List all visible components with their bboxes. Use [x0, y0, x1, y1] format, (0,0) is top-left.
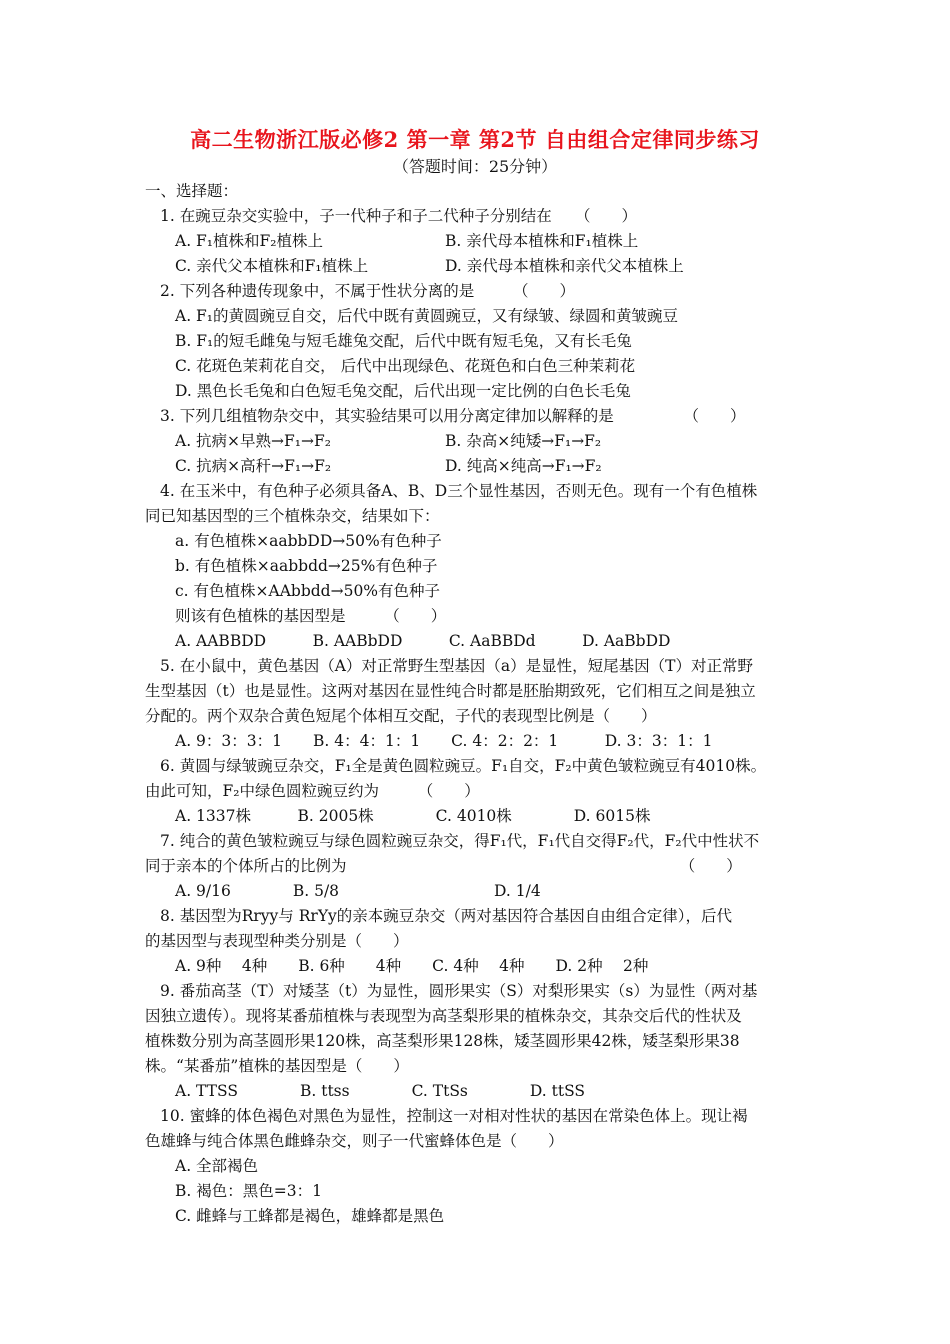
- question-stem: 10. 蜜蜂的体色褐色对黑色为显性，控制这一对相对性状的基因在常染色体上。现让褐: [160, 1107, 748, 1125]
- option-left: A. F₁植株和F₂植株上: [175, 232, 323, 250]
- question-continuation: 因独立遗传）。现将某番茄植株与表现型为高茎梨形果的植株杂交，其杂交后代的性状及: [145, 1007, 742, 1025]
- option-line: c. 有色植株×AAbbdd→50%有色种子: [175, 582, 441, 600]
- option-line: A. 1337株 B. 2005株 C. 4010株 D. 6015株: [175, 807, 651, 825]
- question-continuation: 的基因型与表现型种类分别是（ ）: [145, 932, 409, 950]
- option-line: b. 有色植株×aabbdd→25%有色种子: [175, 557, 438, 575]
- option-left: C. 亲代父本植株和F₁植株上: [175, 257, 369, 275]
- option-line: A. AABBDD B. AABbDD C. AaBBDd D. AaBbDD: [175, 632, 671, 650]
- option-line: A. 9种 4种 B. 6种 4种 C. 4种 4种 D. 2种 2种: [175, 957, 649, 975]
- question-continuation: 同于亲本的个体所占的比例为 （ ）: [145, 857, 742, 875]
- question-stem: 1. 在豌豆杂交实验中，子一代种子和子二代种子分别结在 （ ）: [160, 207, 637, 225]
- question-continuation: 同已知基因型的三个植株杂交，结果如下：: [145, 507, 440, 525]
- option-line: D. 黑色长毛兔和白色短毛兔交配，后代出现一定比例的白色长毛兔: [175, 382, 631, 400]
- question-stem: 8. 基因型为Rryy与 RrYy的亲本豌豆杂交（两对基因符合基因自由组合定律），后代: [160, 907, 733, 925]
- question-continuation: 生型基因（t）也是显性。这两对基因在显性纯合时都是胚胎期致死，它们相互之间是独立: [145, 682, 756, 700]
- page-subtitle: （答题时间：25分钟）: [392, 157, 558, 176]
- option-line: A. 全部褐色: [175, 1157, 259, 1175]
- option-right: D. 纯高×纯高→F₁→F₂: [445, 457, 602, 475]
- option-line: B. F₁的短毛雌兔与短毛雄兔交配，后代中既有短毛兔，又有长毛兔: [175, 332, 632, 350]
- option-line: C. 花斑色茉莉花自交， 后代中出现绿色、花斑色和白色三种茉莉花: [175, 357, 636, 375]
- page-title: 高二生物浙江版必修2 第一章 第2节 自由组合定律同步练习: [190, 127, 760, 152]
- question-continuation: 株。“某番茄”植株的基因型是（ ）: [145, 1057, 409, 1075]
- option-line: A. 9/16 B. 5/8 D. 1/4: [175, 882, 541, 900]
- question-stem: 3. 下列几组植物杂交中，其实验结果可以用分离定律加以解释的是 （ ）: [160, 407, 746, 425]
- question-continuation: 植株数分别为高茎圆形果120株，高茎梨形果128株，矮茎圆形果42株，矮茎梨形果38: [145, 1032, 740, 1050]
- option-line: C. 雌蜂与工蜂都是褐色，雄蜂都是黑色: [175, 1207, 445, 1225]
- question-stem: 2. 下列各种遗传现象中，不属于性状分离的是 （ ）: [160, 282, 575, 300]
- option-line: A. F₁的黄圆豌豆自交，后代中既有黄圆豌豆，又有绿皱、绿圆和黄皱豌豆: [175, 307, 679, 325]
- option-line: A. 9：3：3：1 B. 4：4：1：1 C. 4：2：2：1 D. 3：3：1：1: [175, 732, 713, 750]
- option-right: D. 亲代母本植株和亲代父本植株上: [445, 257, 684, 275]
- question-stem: 5. 在小鼠中，黄色基因（A）对正常野生型基因（a）是显性，短尾基因（T）对正常野: [160, 657, 753, 675]
- section-heading: 一、选择题：: [145, 182, 239, 200]
- option-line: A. TTSS B. ttss C. TtSs D. ttSS: [175, 1082, 586, 1100]
- question-continuation: 色雄蜂与纯合体黑色雌蜂杂交，则子一代蜜蜂体色是（ ）: [145, 1132, 564, 1150]
- question-stem: 6. 黄圆与绿皱豌豆杂交，F₁全是黄色圆粒豌豆。F₁自交，F₂中黄色皱粒豌豆有4010株。: [160, 757, 767, 775]
- question-continuation: 分配的。两个双杂合黄色短尾个体相互交配，子代的表现型比例是（ ）: [145, 707, 657, 725]
- question-stem: 7. 纯合的黄色皱粒豌豆与绿色圆粒豌豆杂交，得F₁代，F₁代自交得F₂代，F₂代中性状不: [160, 832, 760, 850]
- option-line: B. 褐色：黑色=3：1: [175, 1182, 322, 1200]
- option-line: 则该有色植株的基因型是 （ ）: [175, 607, 447, 625]
- question-stem: 4. 在玉米中，有色种子必须具备A、B、D三个显性基因，否则无色。现有一个有色植株: [160, 482, 758, 500]
- option-left: A. 抗病×早熟→F₁→F₂: [175, 432, 331, 450]
- option-left: C. 抗病×高秆→F₁→F₂: [175, 457, 332, 475]
- question-continuation: 由此可知，F₂中绿色圆粒豌豆约为 （ ）: [145, 782, 480, 800]
- question-stem: 9. 番茄高茎（T）对矮茎（t）为显性，圆形果实（S）对梨形果实（s）为显性（两对基: [160, 982, 758, 1000]
- option-right: B. 亲代母本植株和F₁植株上: [445, 232, 639, 250]
- option-right: B. 杂高×纯矮→F₁→F₂: [445, 432, 602, 450]
- option-line: a. 有色植株×aabbDD→50%有色种子: [175, 532, 442, 550]
